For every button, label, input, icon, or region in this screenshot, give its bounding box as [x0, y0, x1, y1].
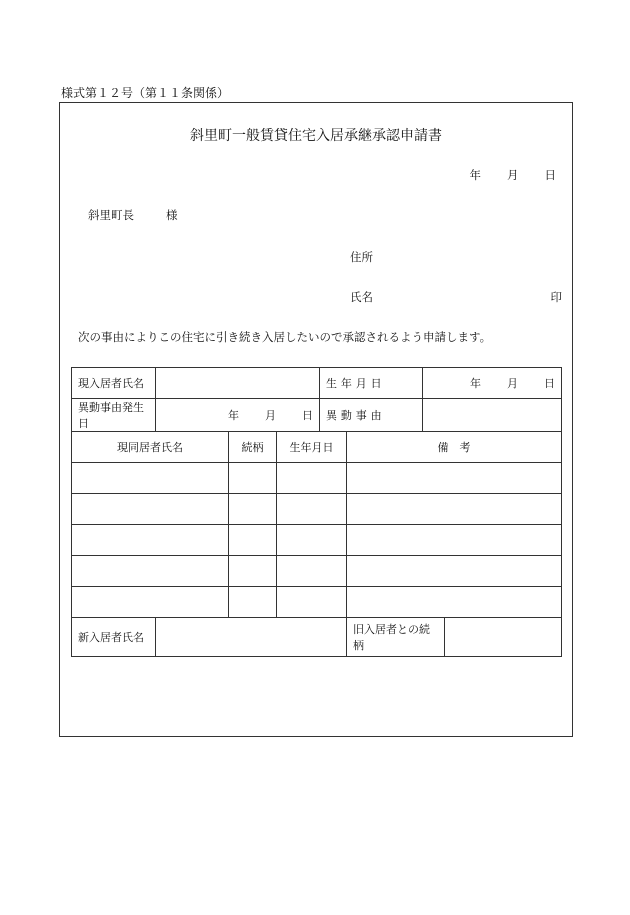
- cohabitant-name-field[interactable]: [72, 556, 229, 587]
- addressee: [88, 207, 178, 223]
- cohabitant-birthdate-field[interactable]: [277, 463, 347, 494]
- cohabitant-birthdate-field[interactable]: [277, 587, 347, 618]
- cohabitants-header-row: [72, 432, 562, 463]
- new-resident-label: 新入居者氏名: [72, 618, 156, 657]
- form-number: 様式第１２号（第１１条関係）: [61, 86, 230, 100]
- cohabitant-birthdate-field[interactable]: [277, 494, 347, 525]
- cohabitant-relation-field[interactable]: [229, 525, 277, 556]
- cohabitant-remarks-field[interactable]: [347, 494, 562, 525]
- seal-mark: 印: [550, 290, 562, 304]
- change-date-month-unit: 月: [265, 409, 277, 422]
- cohabitant-remarks-field[interactable]: [347, 587, 562, 618]
- cohabitant-row: [72, 556, 562, 587]
- cohabitant-relation-field[interactable]: [229, 494, 277, 525]
- change-reason-field[interactable]: [423, 399, 562, 432]
- cohabitant-name-field[interactable]: [72, 494, 229, 525]
- header-remarks: 備 考: [347, 432, 562, 463]
- change-date-day-unit: 日: [302, 409, 314, 422]
- relation-to-former-field[interactable]: [445, 618, 562, 657]
- date-year-unit: 年: [469, 168, 481, 182]
- change-date-field[interactable]: [156, 399, 320, 432]
- addressee-name: 斜里町長: [88, 208, 134, 222]
- cohabitant-row: [72, 494, 562, 525]
- change-reason-label: 異動事由: [320, 399, 423, 432]
- current-resident-row: [72, 368, 562, 399]
- current-resident-name-field[interactable]: [156, 368, 320, 399]
- new-resident-row: [72, 618, 562, 657]
- addressee-suffix: 様: [166, 208, 178, 222]
- header-birthdate: 生年月日: [277, 432, 347, 463]
- application-form-frame: [59, 102, 573, 737]
- header-cohabitant-name: 現同居者氏名: [72, 432, 229, 463]
- cohabitant-relation-field[interactable]: [229, 587, 277, 618]
- new-resident-name-field[interactable]: [156, 618, 347, 657]
- change-reason-row: [72, 399, 562, 432]
- applicant-address-label: 住所: [350, 250, 373, 264]
- relation-to-former-label: 旧入居者との続柄: [347, 618, 445, 657]
- change-date-year-unit: 年: [228, 409, 240, 422]
- date-day-unit: 日: [544, 168, 556, 182]
- birthdate-label: 生年月日: [320, 368, 423, 399]
- cohabitant-name-field[interactable]: [72, 463, 229, 494]
- cohabitant-birthdate-field[interactable]: [277, 525, 347, 556]
- cohabitant-remarks-field[interactable]: [347, 463, 562, 494]
- header-relation: 続柄: [229, 432, 277, 463]
- cohabitant-row: [72, 587, 562, 618]
- application-statement: 次の事由によりこの住宅に引き続き入居したいので承認されるよう申請します。: [78, 330, 492, 344]
- birthdate-month-unit: 月: [507, 377, 519, 390]
- cohabitant-birthdate-field[interactable]: [277, 556, 347, 587]
- resident-table: [71, 367, 562, 657]
- cohabitant-name-field[interactable]: [72, 525, 229, 556]
- form-title: 斜里町一般賃貸住宅入居承継承認申請書: [190, 128, 442, 144]
- birthdate-day-unit: 日: [544, 377, 556, 390]
- change-date-label: 異動事由発生日: [72, 399, 156, 432]
- cohabitant-row: [72, 525, 562, 556]
- cohabitant-name-field[interactable]: [72, 587, 229, 618]
- application-date[interactable]: [470, 167, 557, 183]
- cohabitant-remarks-field[interactable]: [347, 556, 562, 587]
- cohabitant-row: [72, 463, 562, 494]
- date-month-unit: 月: [507, 168, 519, 182]
- applicant-name-label: 氏名: [350, 290, 373, 304]
- cohabitant-relation-field[interactable]: [229, 556, 277, 587]
- birthdate-field[interactable]: [423, 368, 562, 399]
- cohabitant-relation-field[interactable]: [229, 463, 277, 494]
- current-resident-label: 現入居者氏名: [72, 368, 156, 399]
- cohabitant-remarks-field[interactable]: [347, 525, 562, 556]
- birthdate-year-unit: 年: [470, 377, 482, 390]
